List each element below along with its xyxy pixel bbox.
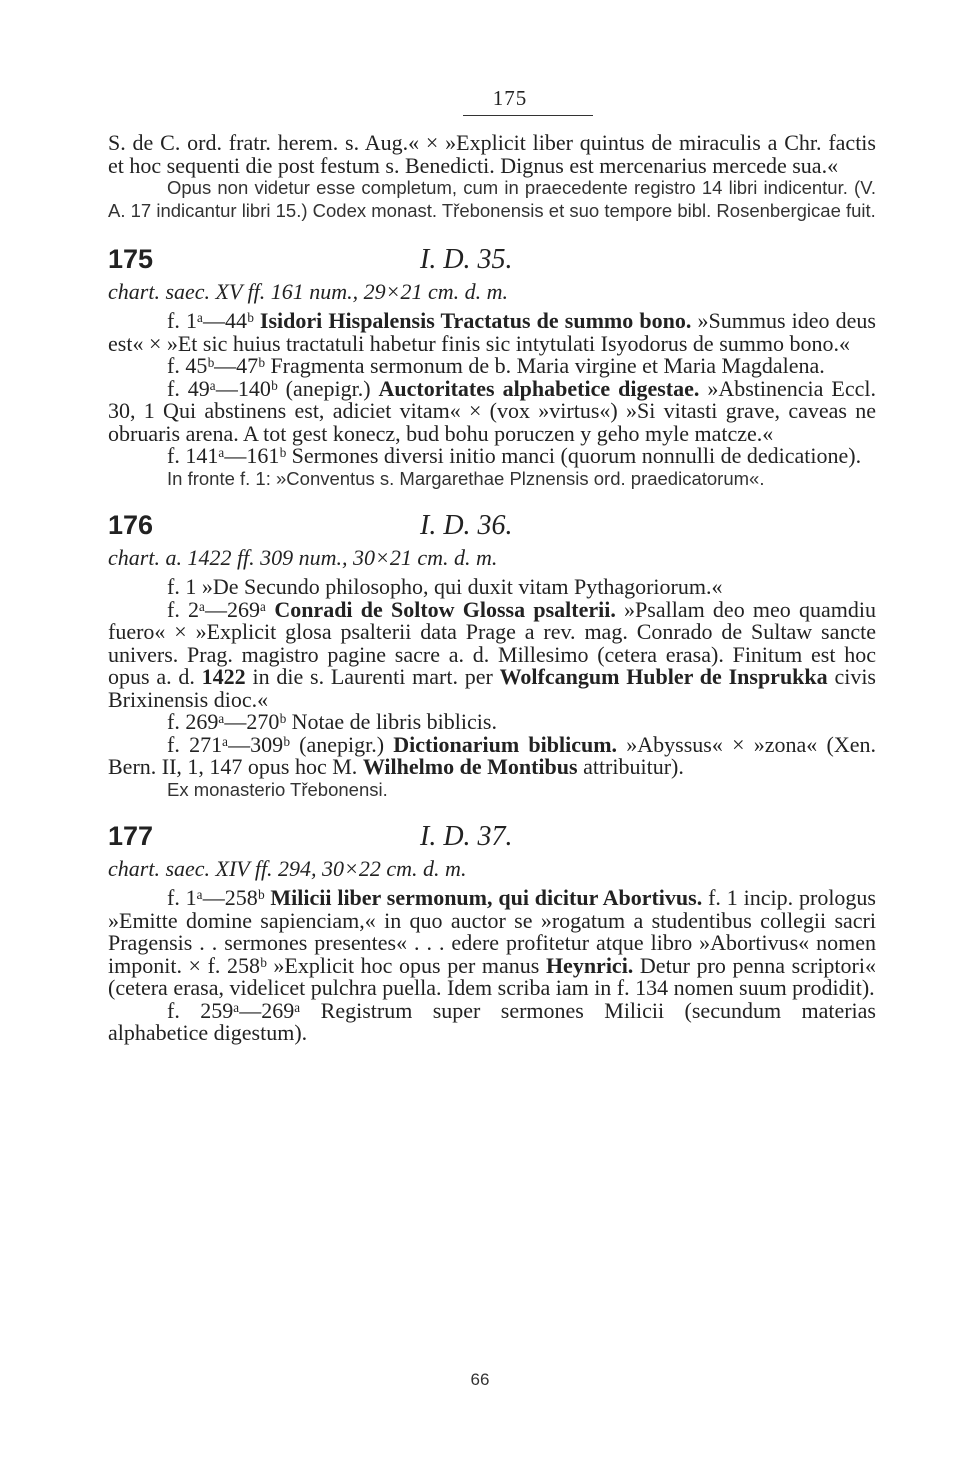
- entry-header: [108, 510, 876, 546]
- entry-paragraph: f. 1 »De Secundo philosopho, qui duxit vitam Pythagoriorum.«: [167, 574, 723, 599]
- entry-signature: I. D. 37.: [420, 821, 513, 852]
- entry-paragraph: f. 2ᵃ—269ᵃ Conradi de Soltow Glossa psalterii. »Psallam deo meo quamdiu fuero« × »Explicit glosa psalterii data Prage a rev. mag. Conrado de Sultaw sancte univers. Prag. magistro pagine sacre a. d. Millesimo (cetera erasa). Finitum est hoc opus a. d. 1422 in die s. Laurenti mart. per Wolfcangum Hubler de Insprukka civis Brixinensis dioc.«: [108, 596, 877, 712]
- entry-paragraph: f. 1ᵃ—258ᵇ Milicii liber sermonum, qui dicitur Abortivus. f. 1 incip. prologus »Emitte domine sapienciam,« in quo auctor se »rogatum a studentibus collegii sacri Pragensis . . sermones presentes« . . . edere profitetur atque libro »Abortivus« nomen imponit. × f. 258ᵇ »Explicit hoc opus per manus Heynrici. Detur pro penna scriptori« (cetera erasa, videlicet pulchra puella. Idem scriba iam in f. 134 nomen suum prodidit).: [108, 885, 876, 1000]
- entry-paragraph: f. 269ᵃ—270ᵇ Notae de libris biblicis.: [167, 709, 497, 734]
- intro-note: Opus non videtur esse completum, cum in praecedente registro 14 libri indicentur. (V. A. 17 indicantur libri 15.) Codex monast. Třebonensis et suo tempore bibl. Rosenbergicae fuit.: [108, 177, 876, 221]
- entry-number: 177: [108, 821, 154, 851]
- page-body: [108, 86, 876, 1045]
- entry-number: 176: [108, 510, 154, 540]
- page-number-bottom: 66: [470, 1370, 490, 1389]
- header-rule: [463, 115, 593, 116]
- entry-number: 175: [108, 244, 154, 274]
- entry-header: [108, 244, 876, 280]
- entry-paragraph: f. 45ᵇ—47ᵇ Fragmenta sermonum de b. Maria virgine et Maria Magdalena.: [167, 353, 825, 378]
- entry-meta: chart. saec. XIV ff. 294, 30×22 cm. d. m.: [108, 856, 467, 881]
- entry-signature: I. D. 35.: [420, 244, 513, 275]
- entry-paragraph: f. 141ᵃ—161ᵇ Sermones diversi initio manci (quorum nonnulli de dedicatione).: [167, 443, 862, 468]
- entry-note: In fronte f. 1: »Conventus s. Margarethae Plznensis ord. praedicatorum«.: [167, 467, 765, 489]
- entry-paragraph: f. 49ᵃ—140ᵇ (anepigr.) Auctoritates alphabetice digestae. »Abstinencia Eccl. 30, 1 Qui abstinens est, adiciet vitam« × (vox »virtus«) »Si vitasti grave, caveas ne obruaris arena. A tot gest konecz, bud bohu poruczen y geho myle matcze.«: [108, 375, 876, 446]
- entry-paragraph: f. 259ᵃ—269ᵃ Registrum super sermones Milicii (secundum materias alphabetice digestum).: [108, 997, 876, 1045]
- entry-header: [108, 821, 876, 857]
- entry-note: Ex monasterio Třebonensi.: [167, 778, 388, 800]
- intro-text: S. de C. ord. fratr. herem. s. Aug.« × »Explicit liber quintus de miraculis a Chr. factis et hoc sequenti die post festum s. Benedicti. Dignus est mercenarius mercede sua.«: [108, 130, 876, 178]
- page-number-top: 175: [492, 86, 528, 110]
- entry-signature: I. D. 36.: [420, 510, 513, 541]
- entry-paragraph: f. 1ᵃ—44ᵇ Isidori Hispalensis Tractatus de summo bono. »Summus ideo deus est« × »Et sic huius tractatuli habetur finis sic intytulati Isyodorus de summo bono.«: [108, 308, 876, 356]
- entry-meta: chart. saec. XV ff. 161 num., 29×21 cm. d. m.: [108, 279, 509, 304]
- entry-paragraph: f. 271ᵃ—309ᵇ (anepigr.) Dictionarium biblicum. »Abyssus« × »zona« (Xen. Bern. II, 1, 147 opus hoc M. Wilhelmo de Montibus attribuitur).: [108, 731, 876, 779]
- entry-meta: chart. a. 1422 ff. 309 num., 30×21 cm. d. m.: [108, 545, 498, 570]
